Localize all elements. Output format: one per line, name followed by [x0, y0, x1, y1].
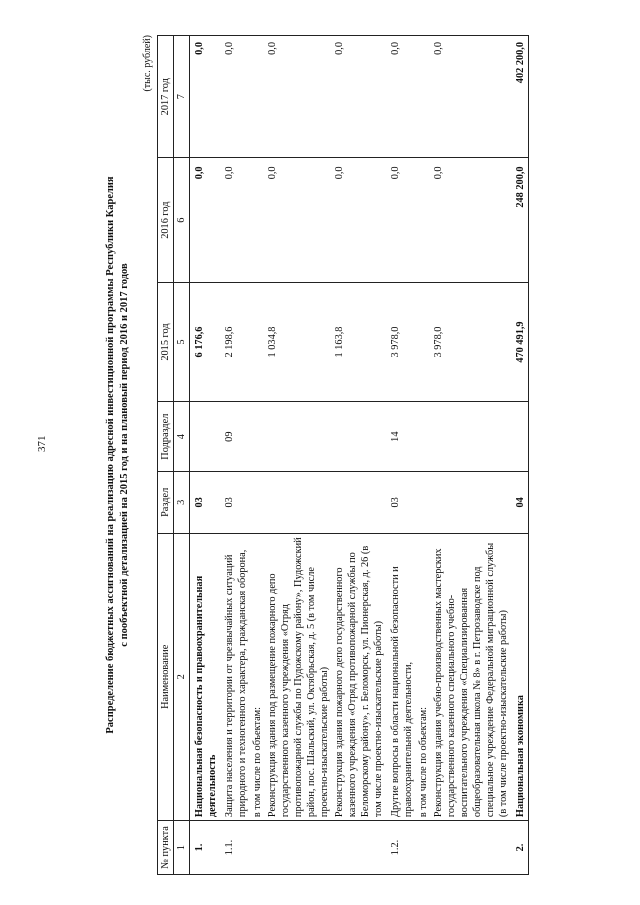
row-2016: 0,0: [431, 158, 511, 282]
header-podrazdel: Подраздел: [158, 402, 174, 472]
row-2015: 2 198,6: [220, 282, 250, 401]
colnum-1: 1: [174, 821, 190, 875]
row-razdel: 03: [190, 472, 221, 533]
colnum-3: 3: [174, 472, 190, 533]
header-razdel: Раздел: [158, 472, 174, 533]
row-2015: [416, 282, 431, 401]
document-title: [104, 35, 132, 875]
row-name: в том числе по объектам:: [250, 533, 265, 821]
units-label: (тыс. рублей): [142, 35, 153, 92]
header-2017: 2017 год: [158, 36, 174, 158]
colnum-2: 2: [174, 533, 190, 821]
row-2015: [250, 282, 265, 401]
row-name: Другие вопросы в области национальной безопасности и правоохранительной деятельности,: [386, 533, 416, 821]
row-2016: [416, 158, 431, 282]
row-razdel: 03: [386, 472, 416, 533]
row-podrazdel: [416, 402, 431, 472]
row-2017: [250, 36, 265, 158]
row-razdel: [431, 472, 511, 533]
row-podrazdel: [265, 402, 332, 472]
row-2015: 1 163,8: [332, 282, 386, 401]
row-razdel: [250, 472, 265, 533]
table-row: [416, 36, 431, 875]
row-num: [431, 821, 511, 875]
table-row: [265, 36, 332, 875]
row-podrazdel: [431, 402, 511, 472]
row-2017: 0,0: [332, 36, 386, 158]
title-line-1: Распределение бюджетных ассигнований на реализацию адресной инвестиционной программы Республики Карелия: [105, 176, 116, 734]
row-num: [416, 821, 431, 875]
row-razdel: 04: [511, 472, 529, 533]
row-2017: 0,0: [386, 36, 416, 158]
row-name: Реконструкция здания учебно-производственных мастерских государственного казенного специального учебно-воспитательного учреждения «Специализированная общеобразовательная школа № 8» в г. Петрозаводске под специальное учреждение Федеральной миграционной службы (в том числе проектно-изыскательские работы): [431, 533, 511, 821]
table-body: [190, 36, 529, 875]
row-2016: 0,0: [386, 158, 416, 282]
header-row: [158, 36, 174, 875]
row-2015: 3 978,0: [431, 282, 511, 401]
row-podrazdel: 14: [386, 402, 416, 472]
row-podrazdel: [190, 402, 221, 472]
header-name: Наименование: [158, 533, 174, 821]
row-2015: 3 978,0: [386, 282, 416, 401]
row-2015: 470 491,9: [511, 282, 529, 401]
row-podrazdel: [250, 402, 265, 472]
row-name: Национальная безопасность и правоохранительная деятельность: [190, 533, 221, 821]
row-2016: 0,0: [220, 158, 250, 282]
row-num: 2.: [511, 821, 529, 875]
colnum-6: 6: [174, 158, 190, 282]
row-2017: 0,0: [190, 36, 221, 158]
row-razdel: 03: [220, 472, 250, 533]
row-2017: 0,0: [265, 36, 332, 158]
budget-table: [157, 35, 529, 875]
row-2017: 402 200,0: [511, 36, 529, 158]
colnum-4: 4: [174, 402, 190, 472]
header-2016: 2016 год: [158, 158, 174, 282]
row-num: [250, 821, 265, 875]
row-num: [265, 821, 332, 875]
row-num: 1.2.: [386, 821, 416, 875]
column-number-row: [174, 36, 190, 875]
rotated-sheet: [104, 35, 594, 875]
row-name: Реконструкция здания под размещение пожарного депо государственного казенного учреждения «Отряд противопожарной службы по Пудожскому району», Пудожский район, пос. Шальский, ул. Октябрьская, д. 5 (в том числе проектно-изыскательские работы): [265, 533, 332, 821]
row-2017: 0,0: [220, 36, 250, 158]
row-podrazdel: [511, 402, 529, 472]
row-razdel: [332, 472, 386, 533]
row-num: [332, 821, 386, 875]
table-row: [511, 36, 529, 875]
table-row: [332, 36, 386, 875]
header-2015: 2015 год: [158, 282, 174, 401]
row-2017: [416, 36, 431, 158]
row-2015: 1 034,8: [265, 282, 332, 401]
row-name: Реконструкция здания пожарного депо государственного казенного учреждения «Отряд противопожарной службы по Беломорскому району», г. Беломорск, ул. Пионерская, д. 26 (в том числе проектно-изыскательские работы): [332, 533, 386, 821]
row-2016: 0,0: [190, 158, 221, 282]
row-razdel: [265, 472, 332, 533]
header-num: № пункта: [158, 821, 174, 875]
row-name: в том числе по объектам:: [416, 533, 431, 821]
row-podrazdel: 09: [220, 402, 250, 472]
row-2015: 6 176,6: [190, 282, 221, 401]
table-row: [431, 36, 511, 875]
row-razdel: [416, 472, 431, 533]
row-num: 1.1.: [220, 821, 250, 875]
row-2016: 0,0: [332, 158, 386, 282]
row-name: Национальная экономика: [511, 533, 529, 821]
colnum-5: 5: [174, 282, 190, 401]
row-podrazdel: [332, 402, 386, 472]
row-2017: 0,0: [431, 36, 511, 158]
page-number: 371: [36, 435, 48, 452]
table-row: [190, 36, 221, 875]
title-line-2: с пообъектной детализацией на 2015 год и на плановый период 2016 и 2017 годов: [119, 263, 130, 647]
row-2016: 248 200,0: [511, 158, 529, 282]
row-2016: [250, 158, 265, 282]
row-2016: 0,0: [265, 158, 332, 282]
row-num: 1.: [190, 821, 221, 875]
colnum-7: 7: [174, 36, 190, 158]
table-row: [250, 36, 265, 875]
table-row: [386, 36, 416, 875]
table-row: [220, 36, 250, 875]
row-name: Защита населения и территории от чрезвычайных ситуаций природного и техногенного характера, гражданская оборона,: [220, 533, 250, 821]
